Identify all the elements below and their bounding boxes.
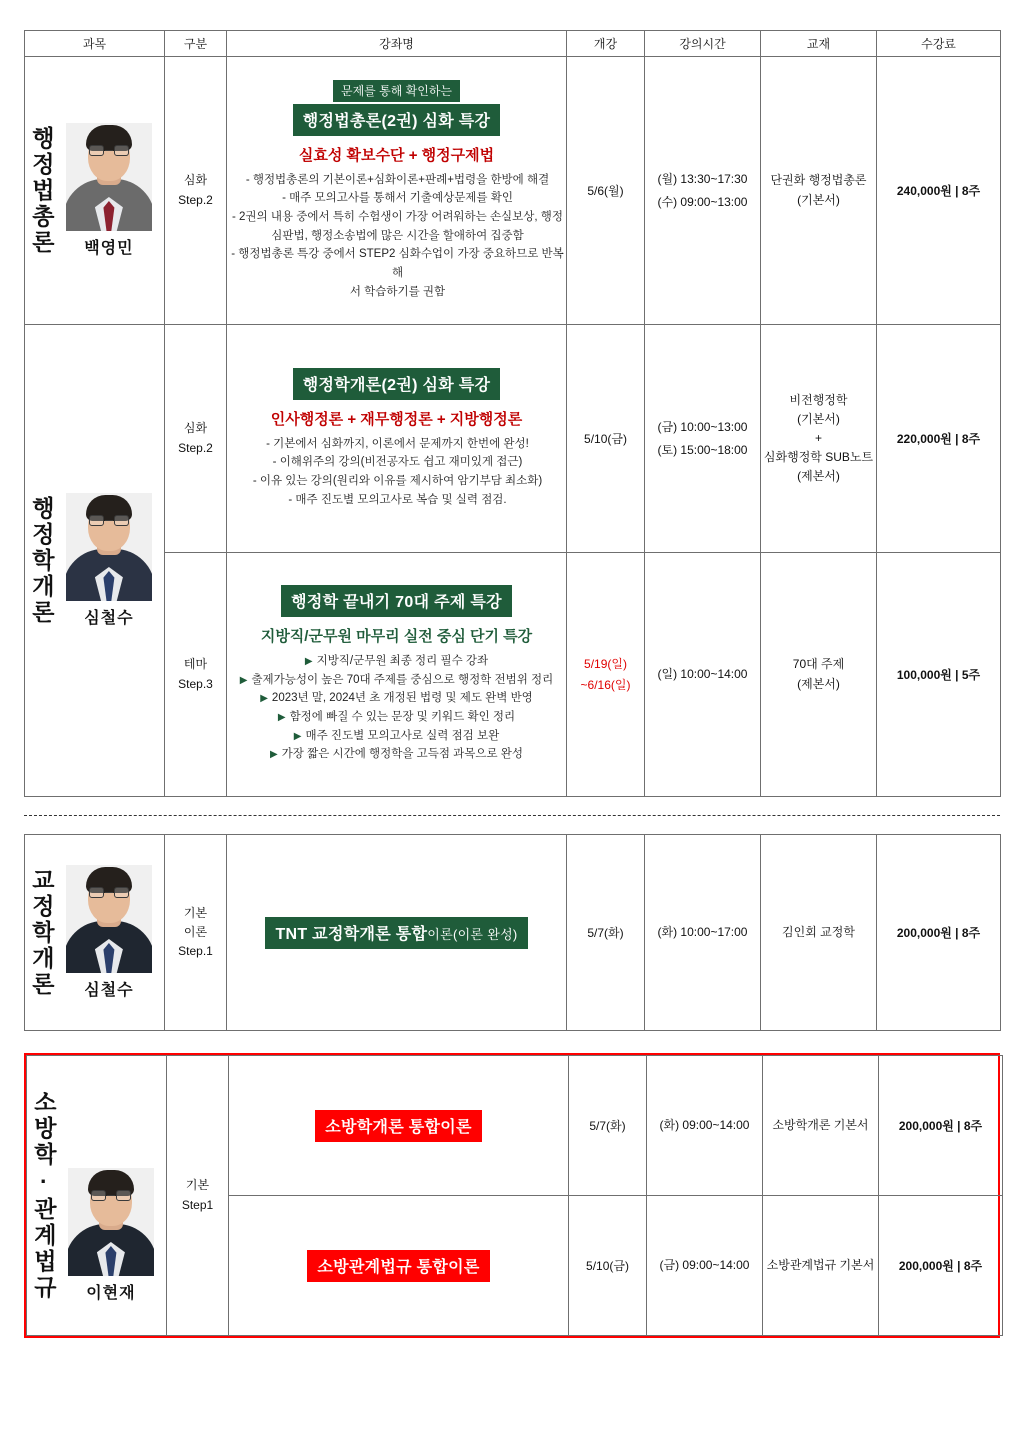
bullet-item bbox=[229, 727, 564, 746]
arrow-icon: ▶ bbox=[277, 712, 286, 723]
textbook-line: 비전행정학 bbox=[789, 392, 848, 407]
course-maintitle: 행정법총론(2권) 심화 특강 bbox=[293, 104, 501, 136]
subject-cell-administrative-law bbox=[25, 57, 165, 325]
subject-cell-corrections bbox=[25, 835, 165, 1031]
schedule-table-1 bbox=[24, 30, 1001, 797]
course-cell bbox=[227, 325, 567, 553]
section-divider bbox=[24, 815, 1000, 816]
fee-cell: 220,000원 | 8주 bbox=[877, 325, 1001, 553]
textbook-line: + bbox=[814, 430, 822, 445]
table-header-row bbox=[25, 31, 1001, 57]
arrow-icon: ▶ bbox=[293, 730, 302, 742]
teacher-name: 이현재 bbox=[86, 1285, 136, 1302]
course-maintitle: 행정학개론(2권) 심화 특강 bbox=[293, 368, 501, 400]
lecture-time-cell bbox=[645, 835, 761, 1031]
course-maintitle bbox=[265, 917, 527, 949]
textbook-cell bbox=[761, 325, 877, 553]
level-line-1: 테마 bbox=[183, 657, 208, 672]
start-date-cell bbox=[567, 553, 645, 797]
textbook-line: 김인회 교정학 bbox=[782, 924, 855, 939]
bullet-item bbox=[229, 689, 564, 708]
bullet-item: 서 학습하기를 권함 bbox=[349, 285, 446, 298]
textbook-cell bbox=[761, 553, 877, 797]
start-date-cell: 5/10(금) bbox=[569, 1196, 647, 1336]
bullet-item: 심판법, 행정소송법에 많은 시간을 할애하여 집중함 bbox=[271, 229, 524, 242]
course-bullets bbox=[229, 171, 564, 301]
course-cell bbox=[229, 1056, 569, 1196]
textbook-line: (제본서) bbox=[797, 676, 840, 691]
start-date-cell: 5/7(화) bbox=[567, 835, 645, 1031]
textbook-cell bbox=[763, 1196, 879, 1336]
time-line: (수) 09:00~13:00 bbox=[657, 194, 748, 209]
lecture-time-cell bbox=[645, 325, 761, 553]
bullet-item bbox=[229, 745, 564, 764]
header-level: 구분 bbox=[165, 31, 227, 57]
level-line-1: 기본 bbox=[183, 905, 208, 920]
start-line: ~6/16(일) bbox=[580, 677, 631, 692]
teacher-photo bbox=[66, 123, 152, 231]
header-start: 개강 bbox=[567, 31, 645, 57]
course-maintitle-tail: 이론(이론 완성) bbox=[427, 926, 518, 942]
course-cell bbox=[229, 1196, 569, 1336]
course-maintitle: 소방학개론 통합이론 bbox=[315, 1110, 482, 1142]
fee-cell: 200,000원 | 8주 bbox=[879, 1196, 1003, 1336]
level-cell bbox=[167, 1056, 229, 1336]
textbook-line: 70대 주제 bbox=[792, 657, 845, 672]
level-line-2: 이론 bbox=[183, 924, 208, 939]
header-lecture-time: 강의시간 bbox=[645, 31, 761, 57]
table-row bbox=[27, 1056, 1003, 1196]
subject-cell-firefighting bbox=[27, 1056, 167, 1336]
course-cell bbox=[227, 835, 567, 1031]
textbook-line: (제본서) bbox=[797, 469, 840, 484]
fee-cell: 100,000원 | 5주 bbox=[877, 553, 1001, 797]
time-line: (화) 09:00~14:00 bbox=[659, 1118, 750, 1133]
bullet-item bbox=[229, 708, 564, 727]
schedule-block-top bbox=[24, 30, 1000, 797]
start-date-cell: 5/10(금) bbox=[567, 325, 645, 553]
course-maintitle: 행정학 끝내기 70대 주제 특강 bbox=[281, 585, 512, 617]
spacer bbox=[24, 1031, 1000, 1053]
course-cell bbox=[227, 553, 567, 797]
teacher-name: 심철수 bbox=[84, 982, 134, 999]
bullet-item: - 이해위주의 강의(비전공자도 쉽고 재미있게 접근) bbox=[272, 456, 523, 469]
lecture-time-cell bbox=[645, 57, 761, 325]
table-row bbox=[25, 57, 1001, 325]
textbook-line: 소방학개론 기본서 bbox=[772, 1117, 869, 1132]
table-row bbox=[25, 835, 1001, 1031]
fee-cell: 240,000원 | 8주 bbox=[877, 57, 1001, 325]
bullet-text: 2023년 말, 2024년 초 개정된 법령 및 제도 완벽 반영 bbox=[271, 692, 533, 705]
level-line-1: 심화 bbox=[183, 421, 208, 436]
time-line: (금) 10:00~13:00 bbox=[657, 419, 748, 434]
time-line: (일) 10:00~14:00 bbox=[657, 667, 748, 682]
arrow-icon: ▶ bbox=[260, 693, 268, 705]
table-row bbox=[25, 553, 1001, 797]
header-textbook: 교재 bbox=[761, 31, 877, 57]
textbook-line: (기본서) bbox=[797, 192, 840, 207]
subject-title: 행정학개론 bbox=[28, 495, 55, 626]
schedule-table-2 bbox=[24, 834, 1001, 1031]
header-course-name: 강좌명 bbox=[227, 31, 567, 57]
course-maintitle-text: TNT 교정학개론 통합 bbox=[275, 925, 428, 943]
course-bullets bbox=[229, 435, 564, 510]
textbook-line: 심화행정학 SUB노트 bbox=[763, 450, 874, 465]
time-line: (화) 10:00~17:00 bbox=[657, 925, 748, 940]
level-line-2: Step.2 bbox=[178, 192, 213, 207]
time-line: (월) 13:30~17:30 bbox=[657, 171, 748, 186]
teacher-name: 백영민 bbox=[84, 240, 134, 257]
course-subtitle: 지방직/군무원 마무리 실전 중심 단기 특강 bbox=[260, 628, 533, 646]
textbook-line: 단권화 행정법총론 bbox=[770, 173, 867, 188]
teacher-name: 심철수 bbox=[84, 610, 134, 627]
level-cell bbox=[165, 325, 227, 553]
course-subtitle: 인사행정론 + 재무행정론 + 지방행정론 bbox=[270, 410, 523, 428]
textbook-cell bbox=[763, 1056, 879, 1196]
bullet-text: 지방직/군무원 최종 정리 필수 강좌 bbox=[316, 655, 489, 668]
level-line-2: Step.2 bbox=[178, 440, 213, 455]
bullet-item: - 매주 진도별 모의고사로 복습 및 실력 점검. bbox=[288, 493, 507, 506]
start-line: 5/19(일) bbox=[584, 657, 627, 672]
bullet-text: 함정에 빠질 수 있는 문장 및 키워드 확인 정리 bbox=[289, 711, 516, 723]
schedule-table-3 bbox=[26, 1055, 1003, 1336]
start-date-cell: 5/6(월) bbox=[567, 57, 645, 325]
time-line: (금) 09:00~14:00 bbox=[659, 1258, 750, 1273]
lecture-time-cell bbox=[645, 553, 761, 797]
course-subtitle: 실효성 확보수단 + 행정구제법 bbox=[298, 146, 495, 164]
subject-title: 행정법총론 bbox=[28, 125, 55, 256]
subject-cell-public-administration bbox=[25, 325, 165, 797]
bullet-text: 출제가능성이 높은 70대 주제를 중심으로 행정학 전범위 정리 bbox=[251, 673, 554, 686]
bullet-item bbox=[229, 671, 564, 690]
bullet-item: - 2권의 내용 중에서 특히 수험생이 가장 어려워하는 손실보상, 행정 bbox=[231, 211, 563, 224]
bullet-text: 매주 진도별 모의고사로 실력 점검 보완 bbox=[305, 729, 500, 742]
bullet-item: - 기본에서 심화까지, 이론에서 문제까지 한번에 완성! bbox=[266, 437, 529, 450]
course-cell bbox=[227, 57, 567, 325]
course-bullets bbox=[229, 652, 564, 764]
level-line-2: Step.3 bbox=[178, 676, 213, 691]
arrow-icon: ▶ bbox=[269, 749, 278, 761]
textbook-cell bbox=[761, 57, 877, 325]
level-cell bbox=[165, 57, 227, 325]
bullet-item bbox=[229, 652, 564, 671]
schedule-block-firefighting bbox=[24, 1053, 1000, 1338]
bullet-item: - 매주 모의고사를 통해서 기출예상문제를 확인 bbox=[282, 192, 513, 205]
textbook-line: 소방관계법규 기본서 bbox=[766, 1257, 875, 1272]
textbook-cell bbox=[761, 835, 877, 1031]
header-fee: 수강료 bbox=[877, 31, 1001, 57]
fee-cell: 200,000원 | 8주 bbox=[877, 835, 1001, 1031]
fee-cell: 200,000원 | 8주 bbox=[879, 1056, 1003, 1196]
bullet-item: - 이유 있는 강의(원리와 이유를 제시하여 암기부담 최소화) bbox=[252, 475, 543, 487]
table-row bbox=[25, 325, 1001, 553]
header-subject: 과목 bbox=[25, 31, 165, 57]
lecture-time-cell bbox=[647, 1196, 763, 1336]
course-pretitle: 문제를 통해 확인하는 bbox=[333, 80, 460, 102]
level-line-1: 심화 bbox=[183, 173, 208, 188]
bullet-item: - 행정법총론의 기본이론+심화이론+판례+법령을 한방에 해결 bbox=[245, 173, 550, 186]
bullet-text: 가장 짧은 시간에 행정학을 고득점 과목으로 완성 bbox=[281, 748, 524, 761]
teacher-photo bbox=[68, 1168, 154, 1276]
level-line-1: 기본 bbox=[185, 1178, 210, 1193]
subject-title: 소방학·관계법규 bbox=[30, 1090, 57, 1301]
subject-title: 교정학개론 bbox=[28, 867, 55, 998]
level-line-2: Step1 bbox=[181, 1197, 214, 1212]
teacher-photo bbox=[66, 493, 152, 601]
level-cell bbox=[165, 835, 227, 1031]
bullet-item: - 행정법총론 특강 중에서 STEP2 심화수업이 가장 중요하므로 반복해 bbox=[231, 248, 564, 279]
textbook-line: (기본서) bbox=[797, 411, 840, 426]
arrow-icon: ▶ bbox=[304, 656, 313, 668]
level-line-3: Step.1 bbox=[178, 944, 213, 959]
time-line: (토) 15:00~18:00 bbox=[657, 442, 748, 457]
schedule-block-corrections bbox=[24, 834, 1000, 1031]
lecture-time-cell bbox=[647, 1056, 763, 1196]
level-cell bbox=[165, 553, 227, 797]
arrow-icon: ▶ bbox=[239, 674, 248, 686]
start-date-cell: 5/7(화) bbox=[569, 1056, 647, 1196]
course-maintitle: 소방관계법규 통합이론 bbox=[307, 1250, 489, 1282]
teacher-photo bbox=[66, 865, 152, 973]
